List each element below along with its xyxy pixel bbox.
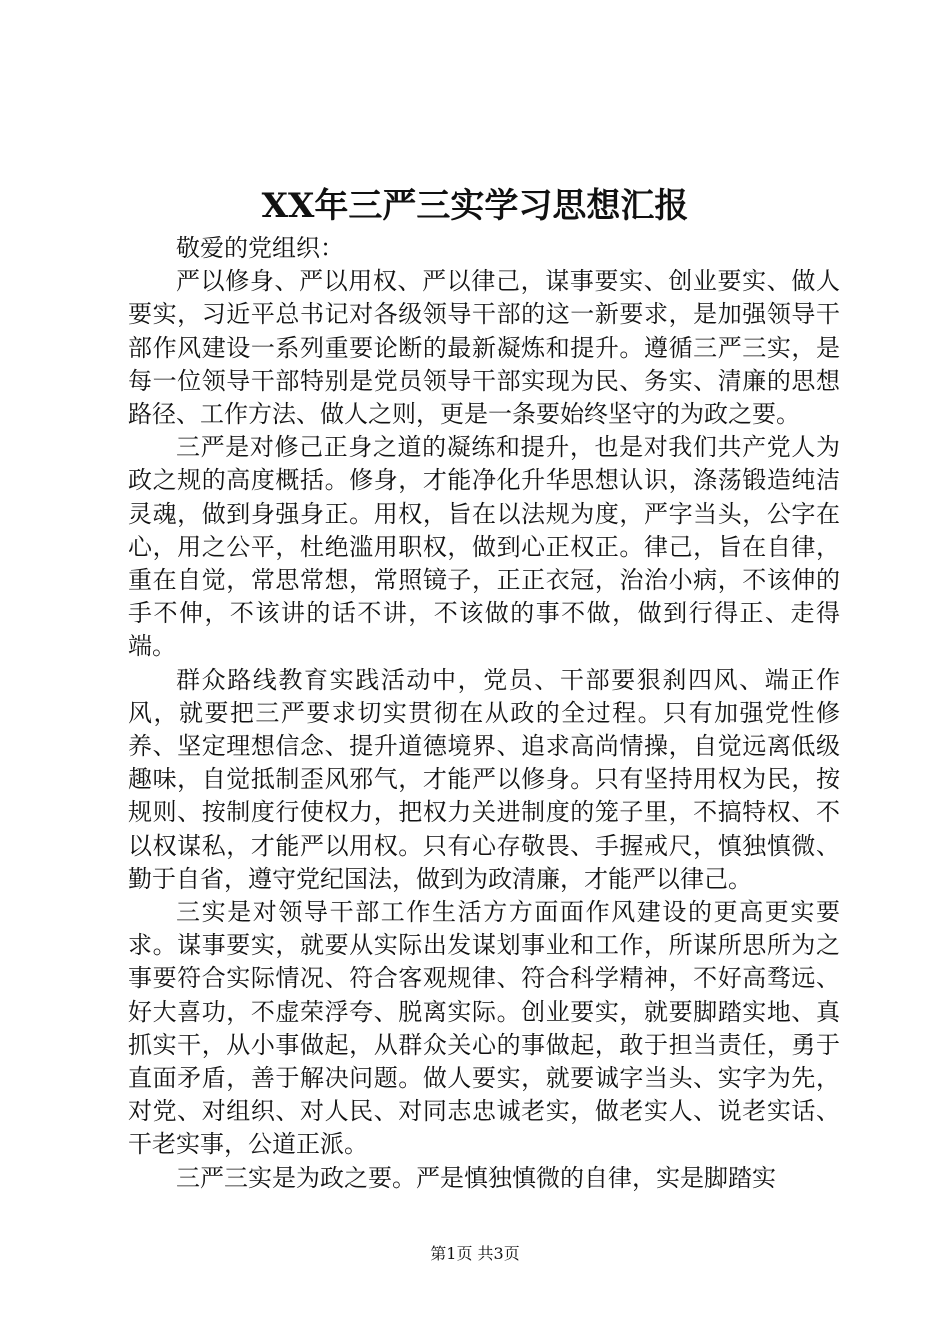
- paragraph-1: 严以修身、严以用权、严以律己，谋事要实、创业要实、做人要实，习近平总书记对各级领导干部的这一新要求，是加强领导干部作风建设一系列重要论断的最新凝炼和提升。遵循三严三实，是每一位领导干部特别是党员领导干部实现为民、务实、清廉的思想路径、工作方法、做人之则，更是一条要始终坚守的为政之要。: [128, 267, 840, 429]
- page-footer: 第1页 共3页: [430, 1244, 520, 1263]
- paragraph-2: 三严是对修己正身之道的凝练和提升，也是对我们共产党人为政之规的高度概括。修身，才能净化升华思想认识，涤荡锻造纯洁灵魂，做到身强身正。用权，旨在以法规为度，严字当头，公字在心，用之公平，杜绝滥用职权，做到心正权正。律己，旨在自律，重在自觉，常思常想，常照镜子，正正衣冠，治治小病，不该伸的手不伸，不该讲的话不讲，不该做的事不做，做到行得正、走得端。: [128, 433, 840, 661]
- document-body: [128, 232, 840, 1195]
- paragraph-5: 三严三实是为政之要。严是慎独慎微的自律，实是脚踏实: [176, 1163, 776, 1192]
- paragraph-4: 三实是对领导干部工作生活方方面面作风建设的更高更实要求。谋事要实，就要从实际出发谋划事业和工作，所谋所思所为之事要符合实际情况、符合客观规律、符合科学精神，不好高骛远、好大喜功，不虚荣浮夸、脱离实际。创业要实，就要脚踏实地、真抓实干，从小事做起，从群众关心的事做起，敢于担当责任，勇于直面矛盾，善于解决问题。做人要实，就要诚字当头、实字为先，对党、对组织、对人民、对同志忠诚老实，做老实人、说老实话、干老实事，公道正派。: [128, 898, 840, 1159]
- salutation: 敬爱的党组织：: [176, 234, 344, 262]
- document-title: XX年三严三实学习思想汇报: [261, 186, 689, 226]
- paragraph-3: 群众路线教育实践活动中，党员、干部要狠刹四风、端正作风，就要把三严要求切实贯彻在从政的全过程。只有加强党性修养、坚定理想信念、提升道德境界、追求高尚情操，自觉远离低级趣味，自觉抵制歪风邪气，才能严以修身。只有坚持用权为民，按规则、按制度行使权力，把权力关进制度的笼子里，不搞特权、不以权谋私，才能严以用权。只有心存敬畏、手握戒尺，慎独慎微、勤于自省，遵守党纪国法，做到为政清廉，才能严以律己。: [128, 665, 840, 893]
